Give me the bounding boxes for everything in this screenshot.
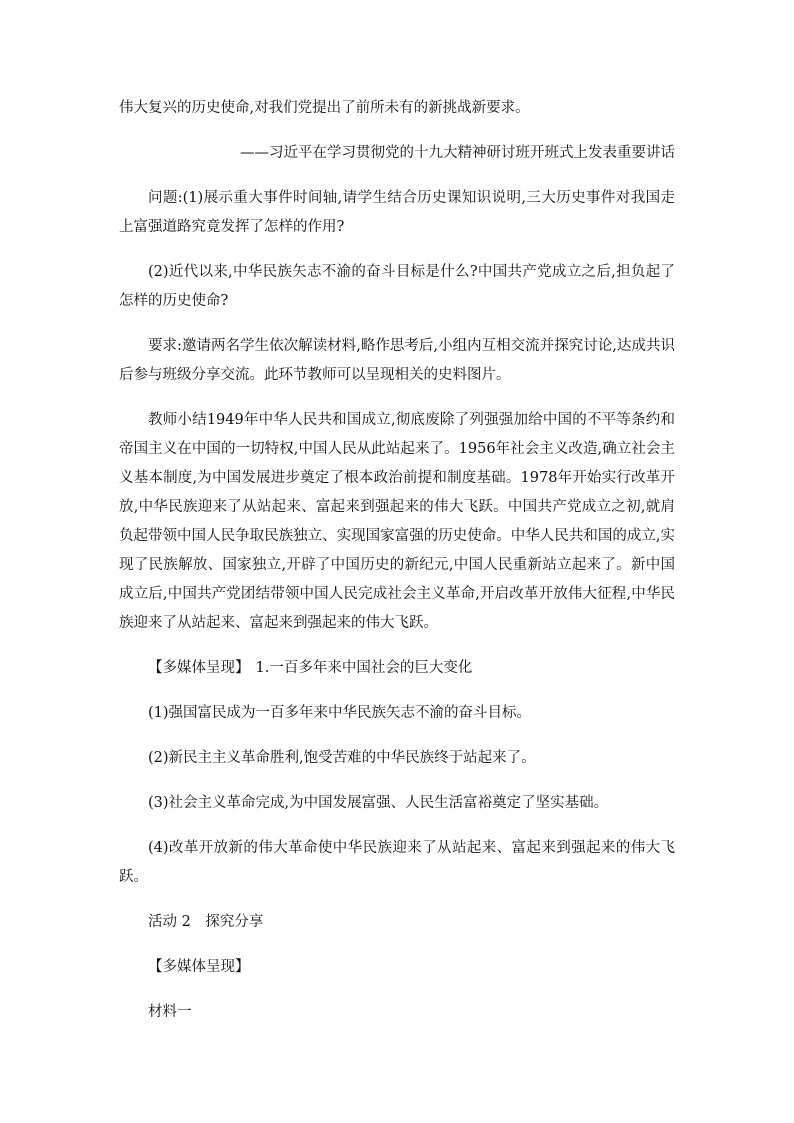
quote-source: ——习近平在学习贯彻党的十九大精神研讨班开班式上发表重要讲话 (240, 145, 675, 161)
requirement-paragraph: 要求:邀请两名学生依次解读材料,略作思考后,小组内互相交流并探究讨论,达成共识后参与班级分享交流。此环节教师可以呈现相关的史料图片。 (119, 338, 675, 383)
media-heading-1 (119, 654, 675, 683)
point-2: (2)新民主主义革命胜利,饱受苦难的中华民族终于站起来了。 (148, 750, 536, 766)
question-2: (2)近代以来,中华民族矢志不渝的奋斗目标是什么?中国共产党成立之后,担负起了怎样的历史使命? (119, 264, 675, 309)
teacher-summary: 教师小结1949年中华人民共和国成立,彻底废除了列强强加给中国的不平等条约和帝国主义在中国的一切特权,中国人民从此站起来了。1956年社会主义改造,确立社会主义基本制度,为中国发展进步奠定了根本政治前提和制度基础。1978年开始实行改革开放,中华民族迎来了从站起来、富起来到强起来的伟大飞跃。中国共产党成立之初,就肩负起带领中国人民争取民族独立、实现国家富强的历史使命。中华人民共和国的成立,实现了民族解放、国家独立,开辟了中国历史的新纪元,中国人民重新站立起来了。新中国成立后,中国共产党团结带领中国人民完成社会主义革命,开启改革开放伟大征程,中华民族迎来了从站起来、富起来到强起来的伟大飞跃。 (119, 412, 675, 631)
quote-tail: 伟大复兴的历史使命,对我们党提出了前所未有的新挑战新要求。 (119, 100, 530, 116)
question-1: 问题:(1)展示重大事件时间轴,请学生结合历史课知识说明,三大历史事件对我国走上富强道路究竟发挥了怎样的作用? (119, 190, 675, 235)
point-4: (4)改革开放新的伟大革命使中华民族迎来了从站起来、富起来到强起来的伟大飞跃。 (119, 840, 675, 885)
media-label-1: 【多媒体呈现】 (148, 660, 250, 676)
point-1: (1)强国富民成为一百多年来中华民族矢志不渝的奋斗目标。 (148, 705, 532, 721)
point-3: (3)社会主义革命完成,为中国发展富强、人民生活富裕奠定了坚实基础。 (148, 795, 609, 811)
document-body (119, 94, 675, 1043)
media-title-1: 1.一百多年来中国社会的巨大变化 (255, 660, 473, 676)
media-heading-2: 【多媒体呈现】 (148, 959, 250, 975)
activity-heading: 活动 2 探究分享 (148, 914, 264, 930)
material-label: 材料一 (148, 1004, 192, 1020)
